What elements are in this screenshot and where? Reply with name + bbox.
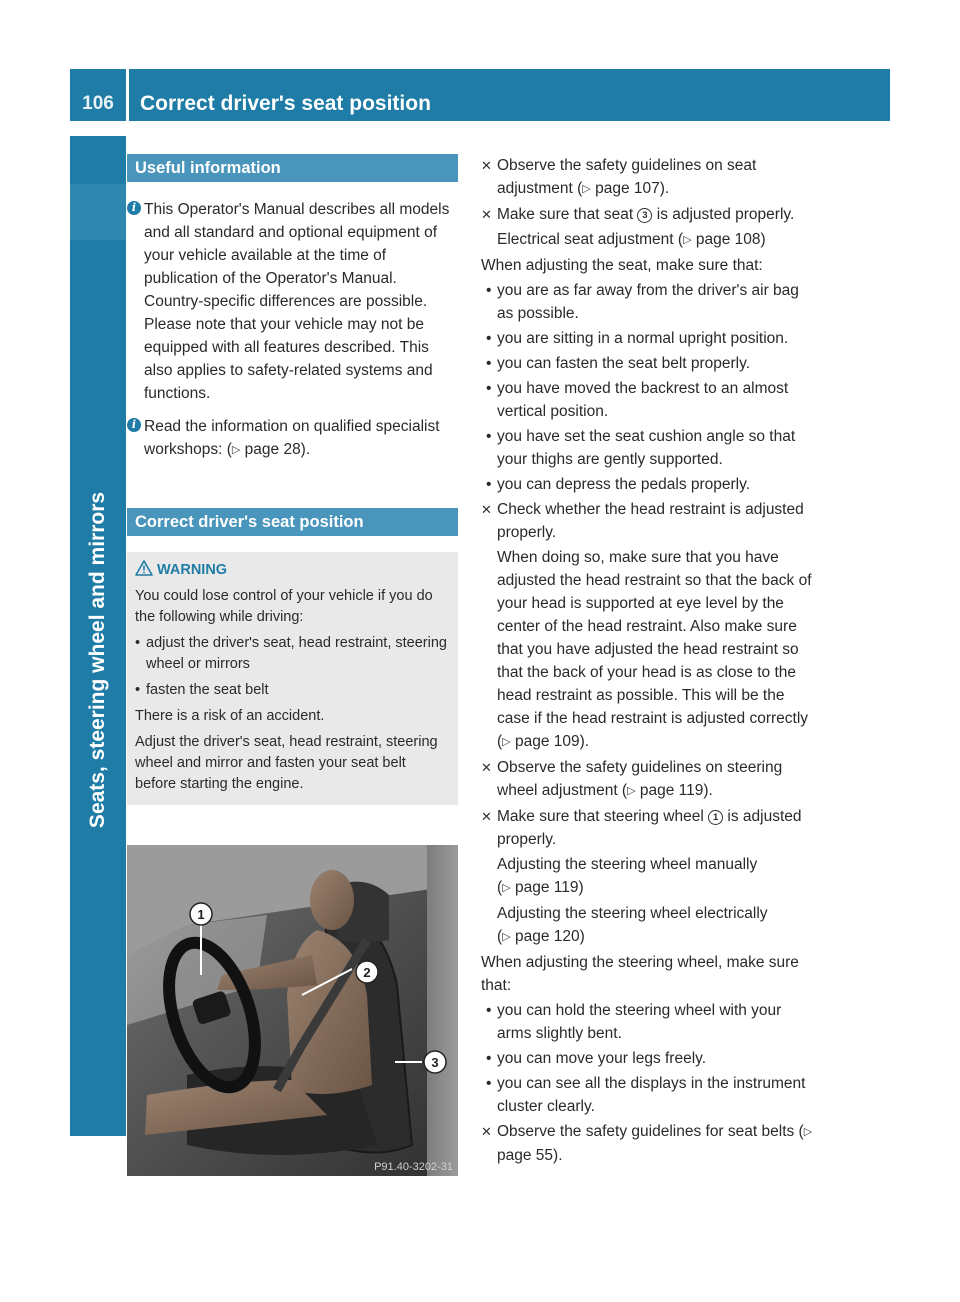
page-ref-arrow-icon: ▷ <box>582 183 591 195</box>
instruction-step: ✕ Observe the safety guidelines for seat belts (▷ page 55). <box>481 1120 814 1167</box>
chapter-marker <box>70 184 126 240</box>
callout-2 <box>356 961 378 983</box>
left-column <box>127 154 458 1176</box>
info-note <box>127 198 458 405</box>
svg-text:3: 3 <box>431 1055 439 1070</box>
page-reference[interactable]: page 108) <box>695 231 766 248</box>
instruction-step: ✕ Check whether the head restraint is adjusted properly. When doing so, make sure that you have adjusted the head restraint so that the back of your head is supported at eye level by the center of the head restraint. Also make sure that you have adjusted the head restraint so that the back of your head is as close to the head restraint as possible. This will be the case if the head restraint is adjusted correctly (▷ page 109). <box>481 498 814 754</box>
svg-text:2: 2 <box>363 965 371 980</box>
page-ref-arrow-icon: ▷ <box>627 785 636 797</box>
instruction-step: ✕ Observe the safety guidelines on steering wheel adjustment (▷ page 119). <box>481 756 814 803</box>
warning-advice: Adjust the driver's seat, head restraint, steering wheel and mirror and fasten your seat belt before starting the engine. <box>135 734 438 792</box>
page-ref-arrow-icon: ▷ <box>803 1126 813 1138</box>
step-arrow-icon: ✕ <box>481 1124 492 1139</box>
page-ref-arrow-icon: ▷ <box>502 882 511 894</box>
page-title: Correct driver's seat position <box>140 92 431 115</box>
page-number: 106 <box>82 93 114 114</box>
svg-text:1: 1 <box>197 907 205 922</box>
page-reference[interactable]: page 119) <box>514 879 584 896</box>
info-text: This Operator's Manual describes all models and all standard and optional equipment of your vehicle available at the time of publication of the Operator's Manual. Country-specific differences are possible. Please note that your vehicle may not be equipped with all features described. This also applies to safety-related systems and functions. <box>144 201 450 402</box>
figure-code: P91.40-3202-31 <box>374 1161 453 1173</box>
page-ref-arrow-icon: ▷ <box>683 234 692 246</box>
page-reference[interactable]: page 109). <box>514 733 590 750</box>
seat-bullet: • you are as far away from the driver's air bag as possible. <box>486 282 799 322</box>
page-ref-arrow-icon: ▷ <box>502 931 511 943</box>
section-heading: Correct driver's seat position <box>127 508 458 536</box>
seat-bullet: • you have set the seat cushion angle so that your thighs are gently supported. <box>486 428 796 468</box>
seat-intro: When adjusting the seat, make sure that: <box>481 257 763 274</box>
page-reference[interactable]: page 107). <box>595 180 670 197</box>
wheel-bullet: • you can move your legs freely. <box>486 1050 707 1067</box>
page-ref-arrow-icon: ▷ <box>231 444 241 456</box>
step-arrow-icon: ✕ <box>481 502 492 517</box>
step-arrow-icon: ✕ <box>481 760 492 775</box>
callout-3-ref: 3 <box>637 208 652 223</box>
page-reference[interactable]: page 28). <box>244 441 311 458</box>
warning-bullet: • adjust the driver's seat, head restraint, steering wheel or mirrors <box>135 635 447 672</box>
page-reference[interactable]: page 119). <box>639 782 713 799</box>
info-icon: i <box>127 418 141 432</box>
header-divider <box>126 69 129 121</box>
chapter-label: Seats, steering wheel and mirrors <box>86 491 109 829</box>
info-icon: i <box>127 201 141 215</box>
warning-box <box>127 552 458 805</box>
seat-bullet: • you can depress the pedals properly. <box>486 476 751 493</box>
warning-title: WARNING <box>135 560 450 581</box>
seat-bullet: • you have moved the backrest to an almost vertical position. <box>486 380 789 420</box>
page-reference[interactable]: page 120) <box>514 928 585 945</box>
page-ref-arrow-icon: ▷ <box>502 736 511 748</box>
warning-bullet: • fasten the seat belt <box>135 682 269 698</box>
instruction-step: ✕ Make sure that steering wheel 1 is adjusted properly. Adjusting the steering wheel manually (▷ page 119) Adjusting the steering wheel electrically (▷ page 120) <box>481 805 814 949</box>
callout-1-ref: 1 <box>708 810 723 825</box>
instruction-step: ✕ Observe the safety guidelines on seat adjustment (▷ page 107). <box>481 154 814 201</box>
info-note: i Read the information on qualified specialist workshops: (▷ page 28). <box>127 415 458 462</box>
callout-3 <box>424 1051 446 1073</box>
wheel-bullet: • you can hold the steering wheel with your arms slightly bent. <box>486 1002 782 1042</box>
step-arrow-icon: ✕ <box>481 158 492 173</box>
warning-triangle-icon <box>135 560 153 576</box>
instruction-step: ✕ Make sure that seat 3 is adjusted properly. Electrical seat adjustment (▷ page 108) <box>481 203 814 252</box>
step-arrow-icon: ✕ <box>481 207 492 222</box>
right-column <box>481 154 814 1169</box>
useful-info-heading: Useful information <box>127 154 458 182</box>
seat-bullet: • you are sitting in a normal upright position. <box>486 330 789 347</box>
callout-1 <box>190 903 212 925</box>
seat-bullet: • you can fasten the seat belt properly. <box>486 355 751 372</box>
warning-intro: You could lose control of your vehicle if you do the following while driving: <box>135 588 433 625</box>
page-reference[interactable]: page 55). <box>497 1147 563 1164</box>
wheel-bullet: • you can see all the displays in the instrument cluster clearly. <box>486 1075 806 1115</box>
warning-risk: There is a risk of an accident. <box>135 708 325 724</box>
wheel-intro: When adjusting the steering wheel, make sure that: <box>481 954 799 994</box>
info-text: Read the information on qualified specialist workshops: <box>144 418 440 458</box>
driver-seat-photo <box>127 845 458 1176</box>
driver-seat-illustration <box>127 845 458 1176</box>
step-arrow-icon: ✕ <box>481 809 492 824</box>
